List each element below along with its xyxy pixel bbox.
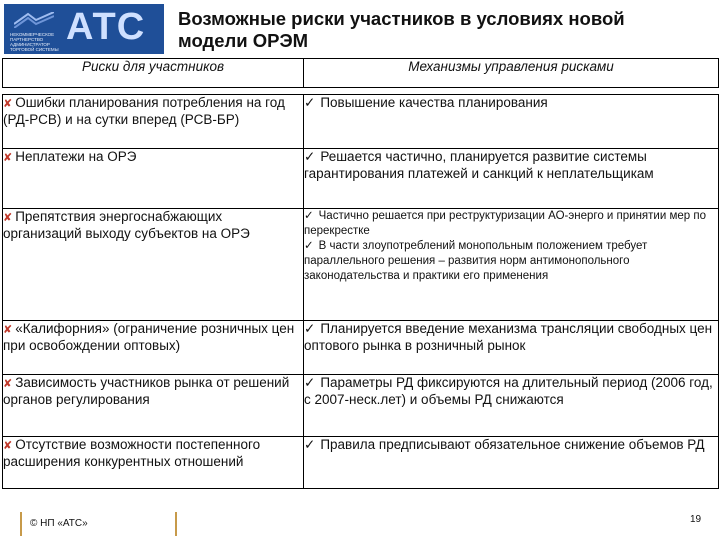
table-row (3, 375, 719, 437)
mechanism-cell (304, 375, 719, 437)
footer-copyright: © НП «АТС» (30, 518, 88, 529)
atc-logo (4, 4, 164, 54)
checkmark-icon: ✓ (304, 437, 316, 452)
mechanism-text: Планируется введение механизма трансляции свободных цен оптового рынка в розничный рынок (304, 321, 713, 353)
risk-text: Препятствия энергоснабжающих организаций выходу субъектов на ОРЭ (3, 209, 250, 241)
footer-divider (175, 512, 177, 536)
table-row (3, 321, 719, 375)
mechanism-cell (304, 149, 719, 209)
checkmark-icon: ✓ (304, 149, 316, 164)
table-row (3, 149, 719, 209)
mechanism-cell (304, 321, 719, 375)
page-title: Возможные риски участников в условиях новой модели ОРЭМ (178, 8, 625, 51)
risk-text: «Калифорния» (ограничение розничных цен при освобождении оптовых) (3, 321, 295, 353)
mechanism-cell (304, 209, 719, 321)
table-header-row (3, 59, 719, 88)
risk-cell (3, 209, 304, 321)
mechanism-text: Правила предписывают обязательное снижение объемов РД (320, 437, 705, 452)
cross-icon: ✘ (3, 98, 13, 110)
cross-icon: ✘ (3, 212, 13, 224)
cross-icon: ✘ (3, 378, 13, 390)
table-row (3, 437, 719, 489)
risk-table (2, 58, 719, 489)
header-gap (3, 88, 719, 95)
checkmark-icon: ✓ (304, 95, 316, 110)
mechanism-text: Повышение качества планирования (320, 95, 548, 110)
risk-text: Неплатежи на ОРЭ (15, 149, 137, 164)
mechanism-text: В части злоупотреблений монопольным положением требует параллельного решения – развития норм антимонопольного законодательства и практики его применения (304, 240, 648, 282)
risk-cell (3, 437, 304, 489)
mechanism-cell (304, 95, 719, 149)
page-number: 19 (690, 514, 702, 525)
checkmark-icon: ✓ (304, 240, 314, 252)
table-row (3, 95, 719, 149)
mechanism-text: Решается частично, планируется развитие системы гарантирования платежей и санкций к неплательщикам (304, 149, 654, 181)
mechanism-cell (304, 437, 719, 489)
table-row (3, 209, 719, 321)
logo-emblem-icon (14, 12, 54, 28)
checkmark-icon: ✓ (304, 210, 314, 222)
footer (0, 508, 720, 540)
logo-subtitle: НЕКОММЕРЧЕСКОЕ ПАРТНЕРСТВО АДМИНИСТРАТОР ТОРГОВОЙ СИСТЕМЫ (10, 32, 59, 52)
cross-icon: ✘ (3, 152, 13, 164)
mechanism-text: Параметры РД фиксируются на длительный период (2006 год, с 2007-неск.лет) и объемы РД снижаются (304, 375, 713, 407)
risk-cell (3, 375, 304, 437)
cross-icon: ✘ (3, 324, 13, 336)
risk-text: Зависимость участников рынка от решений органов регулирования (3, 375, 290, 407)
risk-cell (3, 321, 304, 375)
mechanism-text: Частично решается при реструктуризации АО-энерго и принятии мер по перекрестке (304, 210, 706, 237)
risk-cell (3, 95, 304, 149)
risk-text: Отсутствие возможности постепенного расширения конкурентных отношений (3, 437, 261, 469)
risk-cell (3, 149, 304, 209)
column-header-risks: Риски для участников (3, 59, 304, 88)
checkmark-icon: ✓ (304, 375, 316, 390)
checkmark-icon: ✓ (304, 321, 316, 336)
cross-icon: ✘ (3, 440, 13, 452)
risk-text: Ошибки планирования потребления на год (РД-РСВ) и на сутки вперед (РСВ-БР) (3, 95, 285, 127)
footer-divider (20, 512, 22, 536)
logo-text: АТС (66, 6, 146, 48)
column-header-mechanisms: Механизмы управления рисками (304, 59, 719, 88)
